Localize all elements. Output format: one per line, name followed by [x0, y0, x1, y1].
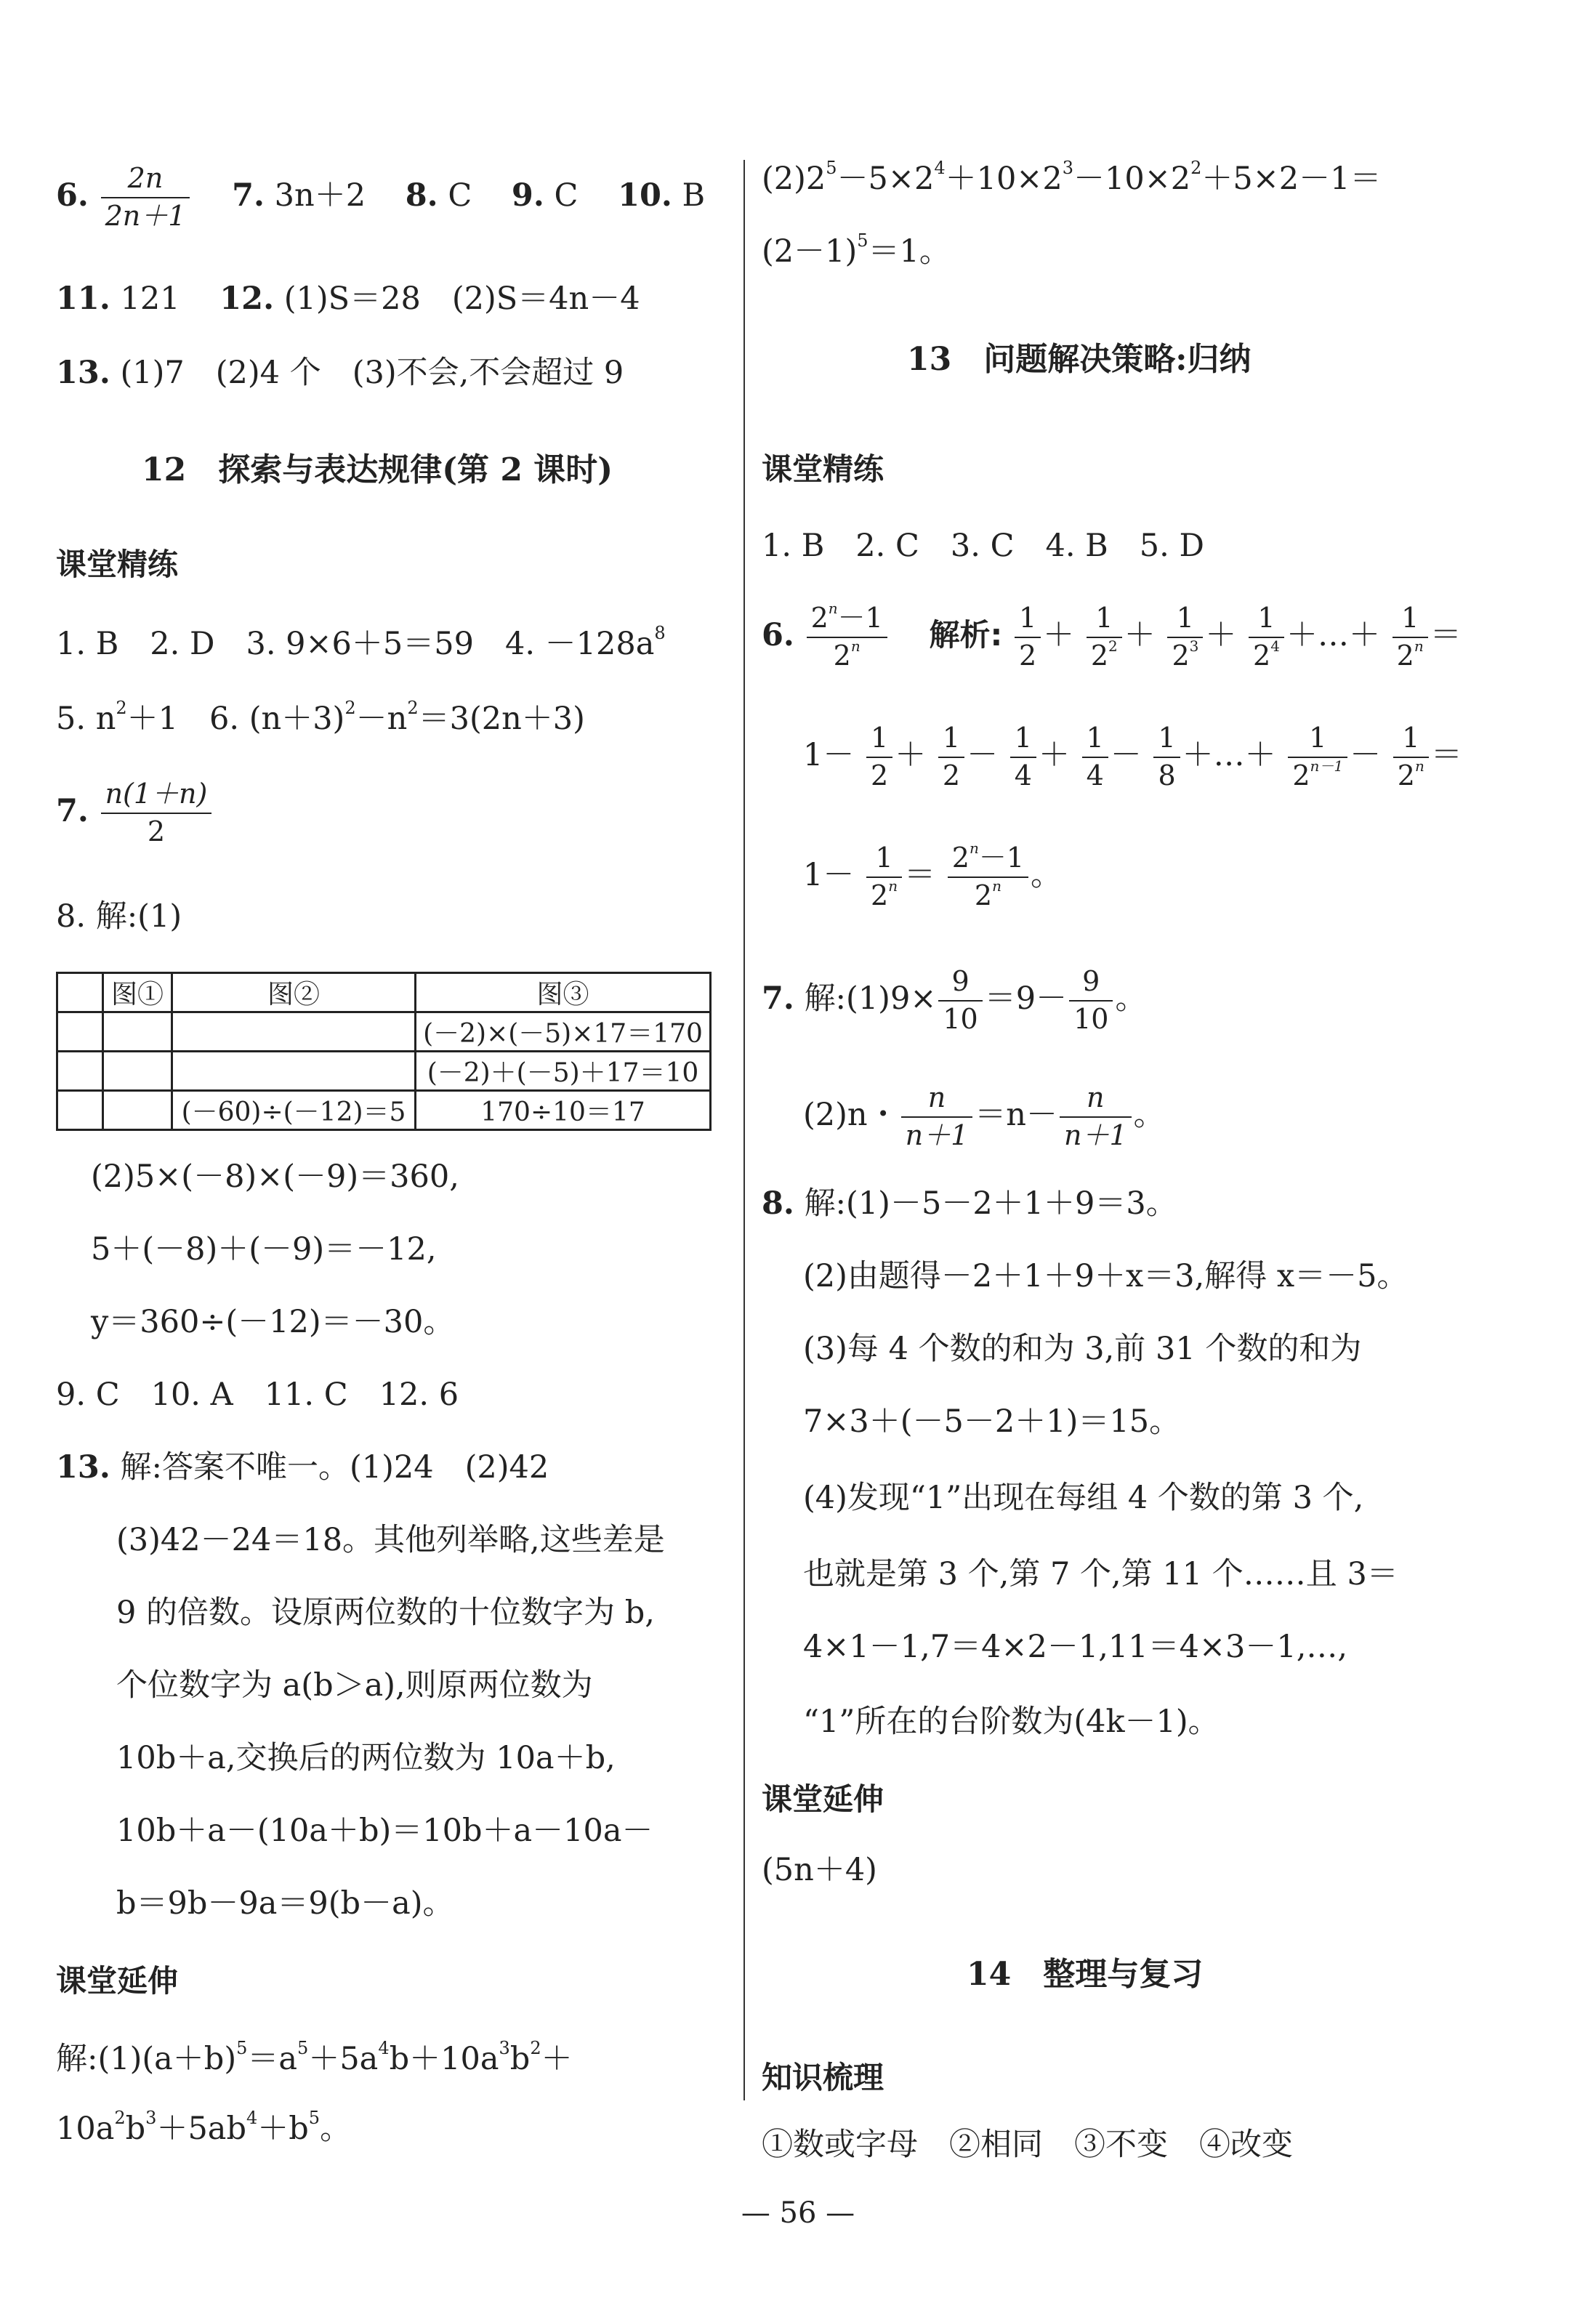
frac-9-10: [938, 967, 982, 1035]
f-n-rest: －1: [978, 842, 1025, 874]
rq6-den-sup: n: [850, 637, 861, 655]
table-cell: 图①: [103, 973, 172, 1012]
f-n-base: 2: [951, 842, 970, 874]
left-row-9-12: 9. C 10. A 11. C 12. 6: [56, 1377, 459, 1413]
left-practice-heading: 课堂精练: [56, 547, 179, 582]
rq7-a: 解:(1)9×: [804, 980, 937, 1017]
f-n: 1: [866, 723, 892, 758]
ext-l1-a: 解:(1)(a＋b): [56, 2041, 237, 2077]
q6b-text: ＋1 6. (n＋3): [126, 701, 345, 737]
f-d: 8: [1158, 759, 1176, 791]
f-d-sup: n: [1414, 757, 1424, 775]
rq8-label: 8.: [762, 1185, 794, 1222]
left-answer-row-6-10: [56, 164, 705, 232]
f-d: [1288, 758, 1347, 791]
f-n: [948, 839, 1028, 878]
op: －: [967, 736, 999, 773]
q5-exponent: 2: [116, 698, 127, 718]
rt-l1-a: (2)2: [762, 161, 826, 197]
rq6-num: [807, 600, 887, 638]
q13-answer: (1)7 (2)4 个 (3)不会,不会超过 9: [120, 355, 624, 391]
f-n: 1: [866, 843, 902, 878]
ext-l1-b: ＝a: [247, 2041, 298, 2077]
f-d-sup: 4: [1270, 637, 1280, 655]
op: ＋: [1124, 616, 1156, 653]
rt-l1-d: －10×2: [1073, 161, 1191, 197]
q6b-text3: ＝3(2n＋3): [418, 701, 585, 737]
ext-l1-s5: 2: [530, 2038, 541, 2058]
rt-l2-b: ＝1。: [868, 233, 951, 270]
lead: 1－: [803, 736, 855, 773]
f-n: 1: [1167, 603, 1203, 638]
right-q8-line6: 也就是第 3 个,第 7 个,第 11 个……且 3＝: [803, 1556, 1398, 1592]
f-n: 1: [1087, 603, 1122, 638]
q6b-text2: －n: [355, 701, 408, 737]
rt-s2: 4: [934, 158, 946, 178]
f-d-base: 2: [1090, 639, 1109, 672]
rq6-den: [807, 638, 887, 672]
rt-s5: 5: [857, 230, 868, 251]
rt-s1: 5: [826, 158, 837, 178]
left-row-7: [56, 779, 214, 847]
table-cell: (－60)÷(－12)＝5: [172, 1091, 416, 1130]
ext-l1-e: b: [509, 2041, 531, 2077]
q13b-line6: 10b＋a－(10a＋b)＝10b＋a－10a－: [116, 1813, 653, 1849]
q11-answer: 121: [120, 281, 180, 317]
frac-1-2sq: [1087, 603, 1122, 672]
f-n: 9: [938, 967, 982, 1002]
frac-1-2cube: [1167, 603, 1203, 672]
f-d: [1393, 638, 1428, 672]
f-d-sup: n: [992, 877, 1001, 895]
ext-l1-d: b＋10a: [389, 2041, 499, 2077]
knowledge-items: ①数或字母 ②相同 ③不变 ④改变: [762, 2127, 1293, 2163]
right-q6-line1: [762, 600, 1462, 672]
ext-l1-s4: 3: [499, 2038, 510, 2058]
q7b-denominator: 2: [147, 815, 166, 847]
f-n: 1: [1393, 603, 1428, 638]
q12-answer: (1)S＝28 (2)S＝4n－4: [283, 281, 640, 317]
q6-label: 6.: [56, 177, 89, 214]
rq8-l1: 解:(1)－5－2＋1＋9＝3。: [804, 1185, 1177, 1222]
table-cell: [103, 1012, 172, 1052]
left-answer-row-13: [56, 355, 624, 391]
f-n: 9: [1069, 967, 1113, 1002]
left-row-1-4-text: 1. B 2. D 3. 9×6＋5＝59 4. －128a: [56, 626, 655, 662]
frac-1-2: [1015, 603, 1041, 672]
f-n: 1: [1288, 723, 1347, 758]
ext-l1-s3: 4: [378, 2038, 390, 2058]
f-d-base: 2: [974, 879, 993, 911]
f-d-sup: n: [888, 877, 898, 895]
left-row-5-6: [56, 698, 585, 737]
right-q8-line7: 4×1－1,7＝4×2－1,11＝4×3－1,…,: [803, 1629, 1348, 1665]
op-eq: ＝: [1430, 736, 1462, 773]
q9-answer: C: [554, 177, 579, 214]
rt-l1-e: ＋5×2－1＝: [1201, 161, 1382, 197]
table-cell: [57, 1091, 103, 1130]
right-q6-line2: [803, 723, 1462, 791]
frac-1-2: [938, 723, 964, 791]
q7-answer: 3n＋2: [274, 177, 366, 214]
table-cell: 图②: [172, 973, 416, 1012]
rt-l1-b: －5×2: [837, 161, 935, 197]
frac-1-2: [866, 723, 892, 791]
q8-label: 8.: [405, 177, 438, 214]
f-d: [866, 878, 902, 911]
right-extend-heading: 课堂延伸: [762, 1781, 884, 1817]
q13b-line3: 9 的倍数。设原两位数的十位数字为 b,: [116, 1595, 655, 1631]
f-d: 10: [1073, 1002, 1109, 1035]
rq6-num-base: 2: [810, 602, 829, 634]
left-answer-row-11-12: [56, 283, 640, 315]
f-d-sup: n－1: [1310, 757, 1344, 775]
frac-1-4: [1010, 723, 1036, 791]
ext-l2-e: 。: [320, 2111, 352, 2147]
f-d-base: 2: [1172, 639, 1190, 672]
f-n: 1: [1393, 723, 1429, 758]
q6b-exp2: 2: [407, 698, 419, 718]
q13b-line4: 个位数字为 a(b＞a),则原两位数为: [116, 1667, 593, 1704]
table-cell: 170÷10＝17: [416, 1091, 711, 1130]
rq7-2b: ＝n－: [975, 1096, 1057, 1133]
column-divider: [743, 160, 745, 2100]
right-row-1-5: 1. B 2. C 3. C 4. B 5. D: [762, 528, 1204, 564]
q7b-fraction: [101, 779, 212, 847]
f-d: [1167, 638, 1203, 672]
f-n: 1: [1010, 723, 1036, 758]
rq6-label: 6.: [762, 616, 794, 653]
table-row: [57, 1052, 711, 1091]
answer-table: [56, 972, 712, 1131]
f-d-sup: n: [1414, 637, 1424, 655]
period: 。: [1115, 980, 1147, 1017]
table-cell: 图③: [416, 973, 711, 1012]
f-d: [1249, 638, 1284, 672]
table-cell: [172, 1012, 416, 1052]
left-8-2-line2: 5＋(－8)＋(－9)＝－12,: [91, 1231, 437, 1268]
page-number: — 56 —: [741, 2196, 855, 2230]
f-d: n＋1: [1063, 1119, 1127, 1151]
ext-l2-d: ＋b: [257, 2111, 309, 2147]
frac-n-n1: [1060, 1083, 1132, 1151]
q13-label: 13.: [56, 355, 110, 391]
frac-1-2pown-1: [1288, 723, 1347, 791]
q7b-numerator: n(1＋n): [101, 779, 212, 814]
left-extend-heading: 课堂延伸: [56, 1963, 179, 1999]
section-14-title: 14 整理与复习: [967, 1956, 1204, 1993]
f-d: [948, 878, 1028, 911]
frac-1-2pown: [1393, 603, 1428, 672]
f-n: 1: [1082, 723, 1108, 758]
table-cell: (－2)×(－5)×17＝170: [416, 1012, 711, 1052]
ext-line2: [56, 2108, 352, 2147]
right-q8-line5: (4)发现“1”出现在每组 4 个数的第 3 个,: [803, 1480, 1364, 1516]
op-eq: ＝: [1430, 616, 1462, 653]
frac-n-n1: [901, 1083, 973, 1151]
q4-exponent: 8: [654, 623, 666, 643]
rq7-2a: (2)n・: [803, 1096, 899, 1133]
knowledge-heading: 知识梳理: [762, 2060, 884, 2095]
q6-denominator: 2n＋1: [105, 199, 186, 232]
ext-l1-s1: 5: [236, 2038, 248, 2058]
table-row: [57, 973, 711, 1012]
right-q8-line8: “1”所在的台阶数为(4k－1)。: [803, 1704, 1220, 1740]
f-d-base: 2: [1253, 639, 1271, 672]
right-q6-line3: [803, 839, 1063, 911]
q9-label: 9.: [511, 177, 544, 214]
q10-answer: B: [682, 177, 706, 214]
ext-l2-s1: 2: [114, 2108, 126, 2128]
right-q7-line2: [803, 1083, 1165, 1151]
period: 。: [1133, 1096, 1165, 1133]
left-8-2-line1: (2)5×(－8)×(－9)＝360,: [91, 1158, 459, 1195]
table-cell: (－2)＋(－5)＋17＝10: [416, 1052, 711, 1091]
rt-l1-c: ＋10×2: [945, 161, 1063, 197]
q13b-line2: (3)42－24＝18。其他列举略,这些差是: [116, 1522, 665, 1558]
f-d: 10: [943, 1002, 978, 1035]
table-cell: [57, 1052, 103, 1091]
ext-l1-f: ＋: [541, 2041, 573, 2077]
f-d-base: 2: [1396, 639, 1414, 672]
q8b-text: 8. 解:(1): [56, 898, 182, 935]
q13b-line5: 10b＋a,交换后的两位数为 10a＋b,: [116, 1740, 616, 1776]
table-cell: [57, 973, 103, 1012]
q7b-label: 7.: [56, 792, 89, 829]
table-row: [57, 1012, 711, 1052]
right-practice-heading: 课堂精练: [762, 451, 884, 487]
right-q8-line4: 7×3＋(－5－2＋1)＝15。: [803, 1403, 1181, 1440]
op: －: [1350, 736, 1382, 773]
frac-1-2pow4: [1249, 603, 1284, 672]
f-d-base: 2: [871, 879, 889, 911]
right-top-line2: [762, 230, 951, 270]
q6b-exp1: 2: [344, 698, 356, 718]
frac-1-2pown: [1393, 723, 1429, 791]
ext-line1: [56, 2038, 573, 2077]
frac-1-2pown: [866, 843, 902, 911]
op: ＋: [1038, 736, 1070, 773]
f-n: 1: [938, 723, 964, 758]
right-q7-line1: [762, 967, 1146, 1035]
op: －: [1110, 736, 1142, 773]
f-n: 1: [1249, 603, 1284, 638]
lead: 1－: [803, 856, 855, 893]
q8-answer: C: [448, 177, 472, 214]
rt-l2-a: (2－1): [762, 233, 858, 270]
table-row: [57, 1091, 711, 1130]
op-dots: ＋…＋: [1182, 736, 1276, 773]
q13b-line1: 解:答案不唯一。(1)24 (2)42: [120, 1449, 549, 1486]
ext-l2-a: 10a: [56, 2111, 115, 2147]
right-extend-answer: (5n＋4): [762, 1852, 877, 1888]
op: ＋: [1043, 616, 1075, 653]
q13b-label: 13.: [56, 1449, 110, 1486]
table-cell: [172, 1052, 416, 1091]
table-cell: [103, 1052, 172, 1091]
op: ＋: [895, 736, 927, 773]
rq7-b: ＝9－: [984, 980, 1068, 1017]
ext-l2-b: b: [125, 2111, 146, 2147]
f-d-sup: 3: [1189, 637, 1199, 655]
left-row-1-4: [56, 623, 666, 662]
f-d: 4: [1086, 759, 1104, 791]
f-d: n＋1: [905, 1119, 969, 1151]
rq7-label: 7.: [762, 980, 794, 1017]
frac-result: [948, 839, 1028, 911]
right-q8-line1: [762, 1185, 1177, 1222]
q6-numerator: 2n: [101, 164, 190, 198]
left-row-8: [56, 898, 182, 935]
q6-fraction: [101, 164, 190, 232]
table-cell: [57, 1012, 103, 1052]
frac-1-8: [1153, 723, 1180, 791]
q5-text: 5. n: [56, 701, 116, 737]
section-13-title: 13 问题解决策略:归纳: [907, 341, 1252, 378]
rt-s4: 2: [1190, 158, 1202, 178]
section-12-title: 12 探索与表达规律(第 2 课时): [142, 451, 613, 488]
rq6-explain-label: 解析:: [929, 616, 1003, 653]
q12-label: 12.: [219, 281, 275, 317]
rq6-num-sup: n: [828, 600, 838, 617]
ext-l2-c: ＋5ab: [156, 2111, 246, 2147]
f-d: [1087, 638, 1122, 672]
ext-l2-s2: 3: [145, 2108, 157, 2128]
q11-label: 11.: [56, 281, 110, 317]
q10-label: 10.: [618, 177, 672, 214]
f-d-sup: 2: [1108, 637, 1118, 655]
right-top-line1: [762, 158, 1382, 197]
right-q8-line3: (3)每 4 个数的和为 3,前 31 个数的和为: [803, 1331, 1362, 1367]
f-d-base: 2: [1292, 759, 1310, 791]
table-cell: [103, 1091, 172, 1130]
ext-l2-s3: 4: [246, 2108, 258, 2128]
f-d: [1393, 758, 1429, 791]
f-d: 2: [871, 759, 889, 791]
f-n: 1: [1015, 603, 1041, 638]
rq6-answer-fraction: [807, 600, 887, 672]
f-n: n: [1060, 1083, 1132, 1118]
frac-1-4: [1082, 723, 1108, 791]
op: ＋: [1205, 616, 1237, 653]
rt-s3: 3: [1062, 158, 1073, 178]
f-d: 2: [942, 759, 961, 791]
rq6-den-base: 2: [833, 639, 851, 672]
f-d-base: 2: [1397, 759, 1415, 791]
q7-label: 7.: [232, 177, 265, 214]
period: 。: [1031, 856, 1063, 893]
left-8-2-line3: y＝360÷(－12)＝－30。: [91, 1304, 455, 1340]
f-d: 2: [1018, 639, 1037, 672]
left-row-13b: [56, 1449, 549, 1486]
f-n: 1: [1153, 723, 1180, 758]
frac-9-10: [1069, 967, 1113, 1035]
op-dots: ＋…＋: [1286, 616, 1380, 653]
f-n-sup: n: [969, 839, 979, 857]
q13b-line7: b＝9b－9a＝9(b－a)。: [116, 1885, 454, 1922]
right-q8-line2: (2)由题得－2＋1＋9＋x＝3,解得 x＝－5。: [803, 1258, 1408, 1294]
op-eq: ＝: [904, 856, 936, 893]
ext-l1-s2: 5: [297, 2038, 309, 2058]
rq6-num-rest: －1: [837, 602, 883, 634]
ext-l2-s4: 5: [308, 2108, 321, 2128]
f-n: n: [901, 1083, 973, 1118]
f-d: 4: [1014, 759, 1032, 791]
ext-l1-c: ＋5a: [308, 2041, 379, 2077]
